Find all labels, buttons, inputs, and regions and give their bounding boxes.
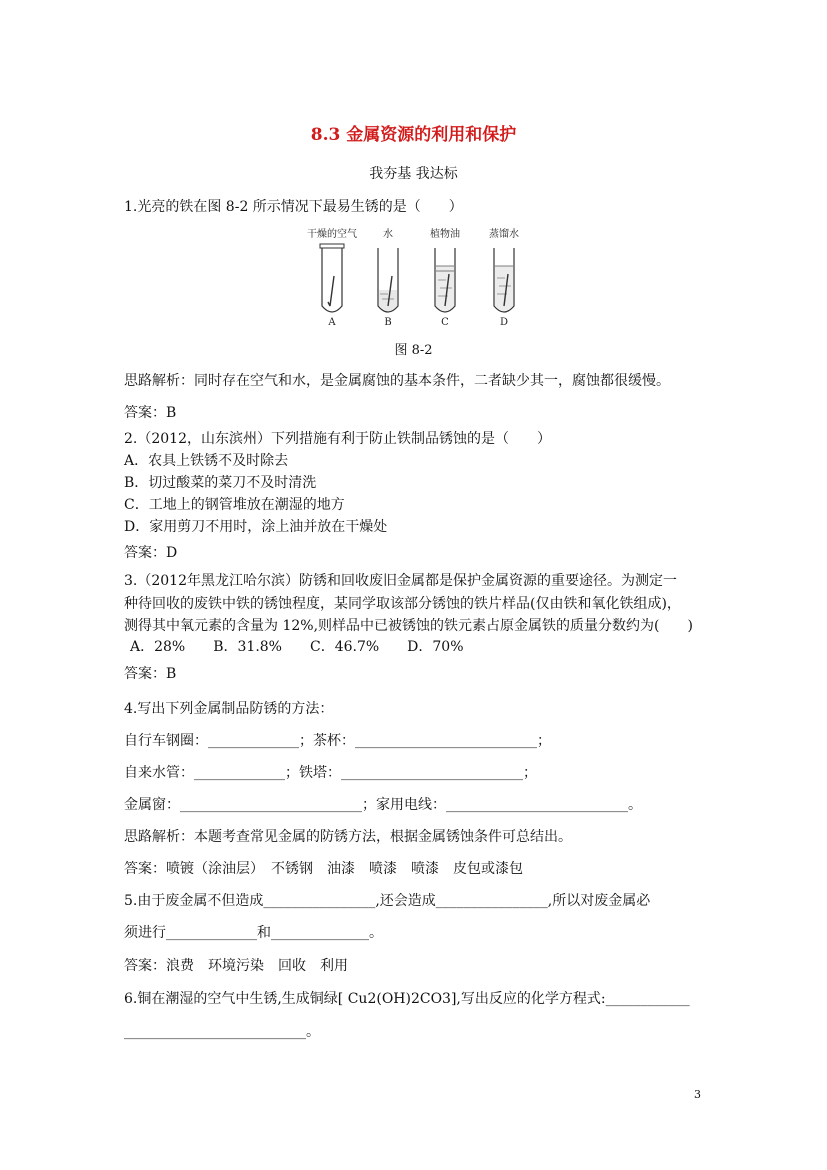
tube-d-label: 蒸馏水: [489, 229, 519, 240]
question-4-analysis: 思路解析：本题考查常见金属的防锈方法，根据金属锈蚀条件可总结出。: [124, 829, 572, 845]
question-2-option-b: B．切过酸菜的菜刀不及时清洗: [124, 475, 317, 491]
question-2-answer: 答案：D: [124, 545, 178, 561]
question-1-text: 1.光亮的铁在图 8-2 所示情况下最易生锈的是（ ）: [124, 199, 463, 215]
question-4-row-2: 自来水管：_____________；铁塔：__________________________；: [124, 765, 537, 781]
tube-a-label: 干燥的空气: [307, 229, 357, 240]
tube-b-label: 水: [383, 229, 393, 240]
question-6-line-2: __________________________。: [124, 1024, 320, 1040]
question-3-options: A．28% B．31.8% C．46.7% D．70%: [130, 639, 464, 655]
tube-c-letter: C: [441, 317, 449, 328]
question-4-answer: 答案：喷镀（涂油层） 不锈钢 油漆 喷漆 喷漆 皮包或漆包: [124, 861, 523, 877]
question-3-line-2: 种待回收的废铁中铁的锈蚀程度，某同学取该部分锈蚀的铁片样品(仅由铁和氧化铁组成)，: [124, 596, 681, 612]
test-tube-a: [307, 227, 357, 328]
test-tube-d: [489, 227, 519, 328]
question-2-option-c: C．工地上的钢管堆放在潮湿的地方: [124, 497, 345, 513]
page-number: 3: [694, 1088, 701, 1101]
question-3-line-1: 3.（2012年黑龙江哈尔滨）防锈和回收废旧金属都是保护金属资源的重要途径。为测定一: [124, 573, 677, 589]
tube-a-letter: A: [328, 317, 336, 328]
question-3-line-3: 测得其中氧元素的含量为 12%,则样品中已被锈蚀的铁元素占原金属铁的质量分数约为( ): [124, 618, 693, 634]
page-title: 8.3 金属资源的利用和保护: [310, 125, 517, 145]
question-1-analysis: 思路解析：同时存在空气和水，是金属腐蚀的基本条件，二者缺少其一，腐蚀都很缓慢。: [124, 373, 670, 389]
question-2-option-d: D．家用剪刀不用时，涂上油并放在干燥处: [124, 519, 388, 535]
section-subtitle: 我夯基 我达标: [369, 166, 458, 182]
figure-caption: 图 8-2: [394, 343, 433, 358]
question-6-line-1: 6.铜在潮湿的空气中生锈,生成铜绿[ Cu2(OH)2CO3],写出反应的化学方程式:____________: [124, 991, 690, 1007]
test-tube-c: [430, 227, 460, 328]
test-tube-b: [378, 227, 398, 328]
question-5-line-2: 须进行_____________和______________。: [124, 925, 383, 941]
question-4-row-1: 自行车钢圈：_____________；茶杯：__________________________；: [124, 733, 551, 749]
question-5-answer: 答案：浪费 环境污染 回收 利用: [124, 958, 348, 974]
test-tube-figure: [300, 226, 530, 328]
question-2-option-a: A．农具上铁锈不及时除去: [124, 453, 289, 469]
tube-d-letter: D: [499, 317, 509, 328]
question-3-answer: 答案：B: [124, 666, 177, 682]
question-1-answer: 答案：B: [124, 405, 177, 421]
question-5-line-1: 5.由于废金属不但造成________________,还会造成________________,所以对废金属必: [124, 893, 651, 909]
tube-c-label: 植物油: [430, 229, 460, 240]
question-4-row-3: 金属窗：__________________________；家用电线：__________________________。: [124, 797, 642, 813]
question-4-text: 4.写出下列金属制品防锈的方法：: [124, 701, 334, 717]
tube-b-letter: B: [384, 317, 392, 328]
question-2-text: 2.（2012，山东滨州）下列措施有利于防止铁制品锈蚀的是（ ）: [124, 431, 551, 447]
